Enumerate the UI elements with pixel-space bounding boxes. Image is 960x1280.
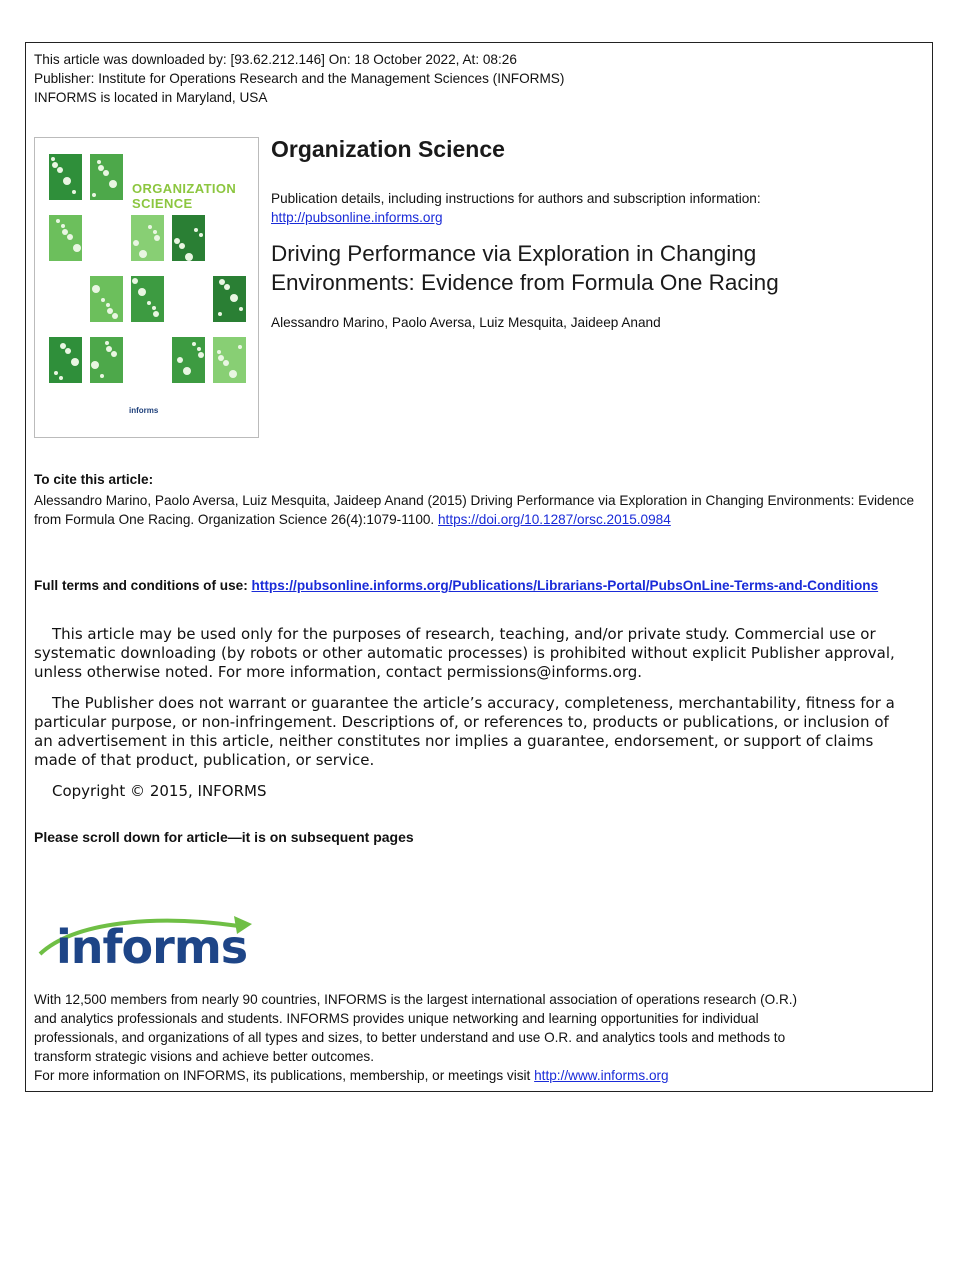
cover-tile-speck [109, 180, 117, 188]
cover-tile-speck [106, 346, 112, 352]
cover-tile-speck [51, 157, 55, 161]
cover-tile-speck [59, 376, 63, 380]
cover-tile-speck [223, 360, 229, 366]
cover-tile-speck [177, 357, 183, 363]
cover-tile-speck [179, 243, 185, 249]
cover-tile [213, 337, 246, 383]
cover-tile-speck [71, 358, 79, 366]
cover-tile [90, 276, 123, 322]
terms-link[interactable]: https://pubsonline.informs.org/Publications/Librarians-Portal/PubsOnLine-Terms-and-Conditions [251, 578, 879, 593]
cover-tile-speck [153, 311, 159, 317]
cover-tile-speck [67, 234, 73, 240]
cover-tile-speck [57, 167, 63, 173]
usage-notice: This article may be used only for the purposes of research, teaching, and/or private study. Commercial use or systematic downloading (by robots or other automatic processes) is prohibited without explicit Publisher approval, unless otherwise noted. For more information, contact permissions@informs.org. [34, 625, 895, 681]
download-line: This article was downloaded by: [93.62.212.146] On: 18 October 2022, At: 08:26 [34, 52, 517, 67]
cover-tile-speck [219, 279, 225, 285]
informs-website-link[interactable]: http://www.informs.org [534, 1068, 669, 1083]
journal-cover-image [34, 137, 259, 438]
cover-tile-speck [153, 230, 157, 234]
cover-tile-speck [224, 284, 230, 290]
pubsonline-link[interactable]: http://pubsonline.informs.org [271, 210, 443, 225]
cover-tile-speck [194, 228, 198, 232]
cover-tile [90, 154, 123, 200]
publication-details [271, 189, 761, 227]
cover-tile-speck [239, 307, 243, 311]
cover-tile-speck [100, 374, 104, 378]
about-line: With 12,500 members from nearly 90 countries, INFORMS is the largest international association of operations research (O.R.) [34, 992, 798, 1007]
cover-tile-speck [105, 341, 109, 345]
article-title-line2: Environments: Evidence from Formula One Racing [271, 270, 779, 295]
cover-tile-speck [111, 351, 117, 357]
about-informs [34, 990, 924, 1085]
cover-tile-speck [229, 370, 237, 378]
cover-title-line1: ORGANIZATION [132, 181, 237, 196]
cover-tile [172, 337, 205, 383]
cover-tile-speck [138, 288, 146, 296]
article-authors: Alessandro Marino, Paolo Aversa, Luiz Mesquita, Jaideep Anand [271, 315, 661, 330]
cover-tile-speck [92, 285, 100, 293]
cover-title [132, 181, 236, 211]
terms-of-use [34, 576, 924, 595]
cover-tile-speck [148, 225, 152, 229]
cover-tile-speck [107, 308, 113, 314]
cover-tile-speck [174, 238, 180, 244]
cover-tile-speck [72, 190, 76, 194]
publisher-line: Publisher: Institute for Operations Research and the Management Sciences (INFORMS) [34, 71, 565, 86]
cover-tile-speck [183, 367, 191, 375]
cover-tile-speck [103, 170, 109, 176]
article-title [271, 239, 911, 297]
cite-heading: To cite this article: [34, 472, 154, 487]
journal-name: Organization Science [271, 136, 505, 162]
cover-tile-speck [98, 165, 104, 171]
cover-tile-speck [152, 306, 156, 310]
cover-tile [49, 154, 82, 200]
cover-tile-speck [101, 298, 105, 302]
article-title-line1: Driving Performance via Exploration in Changing [271, 241, 757, 266]
cover-tile-speck [73, 244, 81, 252]
cover-tile-speck [230, 294, 238, 302]
about-line: and analytics professionals and students. INFORMS provides unique networking and learning opportunities for individual [34, 1011, 759, 1026]
cover-tile-speck [139, 250, 147, 258]
cover-tile-speck [218, 355, 224, 361]
cover-tile-speck [54, 371, 58, 375]
cover-title-line2: SCIENCE [132, 196, 193, 211]
scroll-note: Please scroll down for article—it is on subsequent pages [34, 829, 414, 845]
about-more-text: For more information on INFORMS, its publications, membership, or meetings visit [34, 1068, 531, 1083]
publication-details-text: Publication details, including instructions for authors and subscription information: [271, 191, 761, 206]
cover-tile-speck [62, 229, 68, 235]
cover-tile-speck [63, 177, 71, 185]
informs-wordmark: informs [56, 920, 248, 974]
about-more-line [34, 1066, 924, 1085]
location-line: INFORMS is located in Maryland, USA [34, 90, 268, 105]
cover-tile-speck [65, 348, 71, 354]
cover-tile-speck [199, 233, 203, 237]
cover-tile-speck [61, 224, 65, 228]
cover-tile-speck [192, 342, 196, 346]
cover-tile-speck [132, 278, 138, 284]
download-info [34, 50, 564, 107]
terms-label: Full terms and conditions of use: [34, 578, 248, 593]
cover-tile-speck [197, 347, 201, 351]
cover-tile-speck [218, 312, 222, 316]
cover-tile-speck [112, 313, 118, 319]
cover-tile-speck [238, 345, 242, 349]
cover-tile-speck [154, 235, 160, 241]
citation-text [34, 491, 924, 529]
cover-tile-speck [91, 361, 99, 369]
informs-logo [34, 912, 259, 974]
cover-tile-speck [185, 253, 193, 261]
cover-tile-speck [52, 162, 58, 168]
cover-tile-speck [198, 352, 204, 358]
cover-tile-speck [56, 219, 60, 223]
cover-tile-speck [106, 303, 110, 307]
doi-link[interactable]: https://doi.org/10.1287/orsc.2015.0984 [438, 512, 671, 527]
cover-tile-speck [92, 193, 96, 197]
warranty-disclaimer: The Publisher does not warrant or guarantee the article’s accuracy, completeness, merchantability, fitness for a particular purpose, or non-infringement. Descriptions of, or references to, products or publications, or inclusion of an advertisement in this article, neither constitutes nor implies a guarantee, endorsement, or support of claims made of that product, publication, or service. [34, 694, 895, 769]
copyright-notice: Copyright © 2015, INFORMS [52, 782, 267, 800]
cover-tiles [46, 151, 249, 426]
cover-tile-speck [133, 240, 139, 246]
citation-body: Alessandro Marino, Paolo Aversa, Luiz Mesquita, Jaideep Anand (2015) Driving Performance via Exploration in Changing Environments: Evidence from Formula One Racing. Organization Science 26(4):1079-1100. [34, 493, 915, 527]
about-line: professionals, and organizations of all types and sizes, to better understand and use O.R. and analytics tools and methods to [34, 1030, 786, 1045]
cover-tile [49, 215, 82, 261]
cover-tile-speck [147, 301, 151, 305]
cover-tile-speck [97, 160, 101, 164]
about-line: transform strategic visions and achieve better outcomes. [34, 1049, 375, 1064]
cover-tile-speck [217, 350, 221, 354]
cover-tile-speck [60, 343, 66, 349]
cover-tile [213, 276, 246, 322]
cover-publisher-logo: informs [129, 406, 159, 415]
